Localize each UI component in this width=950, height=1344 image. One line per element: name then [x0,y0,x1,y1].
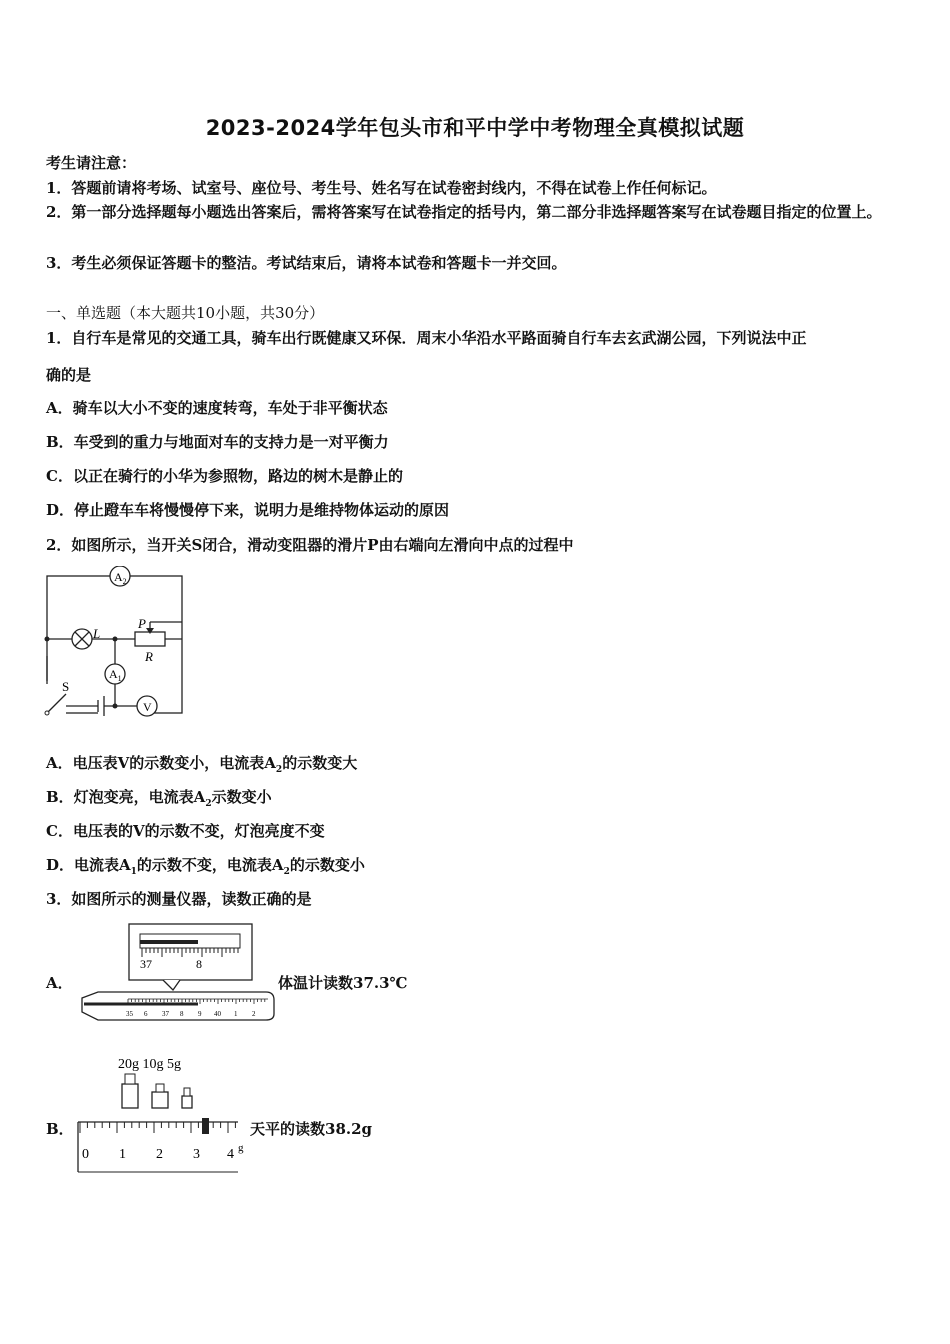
balance-label: 0 [82,1147,89,1162]
svg-text:R: R [145,649,153,664]
thermo-label: 1 [234,1010,238,1018]
q2-stem: 2．如图所示，当开关S闭合，滑动变阻器的滑片P由右端向左滑向中点的过程中 [46,536,574,554]
balance-unit: g [238,1142,244,1154]
weights-label: 20g 10g 5g [118,1057,181,1072]
q1-option-d: D．停止蹬车车将慢慢停下来，说明力是维持物体运动的原因 [46,501,450,519]
q3-option-a-letter: A． [46,974,73,992]
svg-text:S: S [62,679,70,694]
weight-5g-icon [182,1096,192,1108]
thermo-label: 37 [162,1010,169,1018]
q1-stem-line2: 确的是 [46,366,92,384]
notice-heading: 考生请注意： [46,154,137,172]
rider-icon [202,1118,209,1134]
page-title: 2023-2024学年包头市和平中学中考物理全真模拟试题 [205,116,745,140]
thermo-label: 35 [126,1010,133,1018]
q3-option-b-letter: B． [46,1120,74,1138]
balance-label: 3 [193,1147,200,1162]
notice-item-2: 2．第一部分选择题每小题选出答案后，需将答案写在试卷指定的括号内，第二部分非选择题答案写在试卷题目指定的位置上。 [46,203,882,221]
thermo-label: 9 [198,1010,202,1018]
q2-option-a: A．电压表V的示数变小，电流表$A_2$的示数变大 [46,754,358,775]
q2-option-b: B．灯泡变亮，电流表$A_2$示数变小 [46,788,272,809]
weight-20g-icon [122,1084,138,1108]
q1-stem-line1: 1．自行车是常见的交通工具，骑车出行既健康又环保．周末小华沿水平路面骑自行车去玄武湖公园，下列说法中正 [46,329,807,347]
q1-option-c: C．以正在骑行的小华为参照物，路边的树木是静止的 [46,467,403,485]
notice-item-1: 1．答题前请将考场、试室号、座位号、考生号、姓名写在试卷密封线内，不得在试卷上作任何标记。 [46,179,717,197]
rheostat-icon [135,632,165,646]
q3-option-b-text: 天平的读数38.2g [250,1120,373,1138]
q2-option-c: C．电压表的V的示数不变，灯泡亮度不变 [46,822,325,840]
q3-stem: 3．如图所示的测量仪器，读数正确的是 [46,890,312,908]
svg-text:A2: $A_2$ [114,570,127,586]
thermo-label: 8 [180,1010,184,1018]
q3-option-a-text: 体温计读数37.3℃ [278,974,408,992]
section-heading: 一、单选题（本大题共10小题，共30分） [46,304,325,322]
balance-label: 2 [156,1147,163,1162]
balance-figure [72,1050,252,1175]
zoom-label: 37 [140,957,152,971]
zoom-label: 8 [196,957,202,971]
q1-option-a: A．骑车以大小不变的速度转弯，车处于非平衡状态 [46,399,388,417]
balance-label: 1 [119,1147,126,1162]
thermo-label: 6 [144,1010,148,1018]
svg-text:L: L [93,626,101,641]
thermometer-figure [78,920,278,1025]
weight-10g-icon [152,1092,168,1108]
notice-item-3: 3．考生必须保证答题卡的整洁。考试结束后，请将本试卷和答题卡一并交回。 [46,254,567,272]
balance-label: 4 [227,1147,234,1162]
thermo-label: 40 [214,1010,221,1018]
thermo-label: 2 [252,1010,256,1018]
circuit-diagram [40,566,190,718]
q1-option-b: B．车受到的重力与地面对车的支持力是一对平衡力 [46,433,389,451]
svg-text:V: V [143,700,152,714]
svg-text:A1: $A_1$ [109,667,122,683]
q2-option-d: D．电流表$A_1$的示数不变，电流表$A_2$的示数变小 [46,856,365,877]
svg-text:P: P [138,616,146,631]
